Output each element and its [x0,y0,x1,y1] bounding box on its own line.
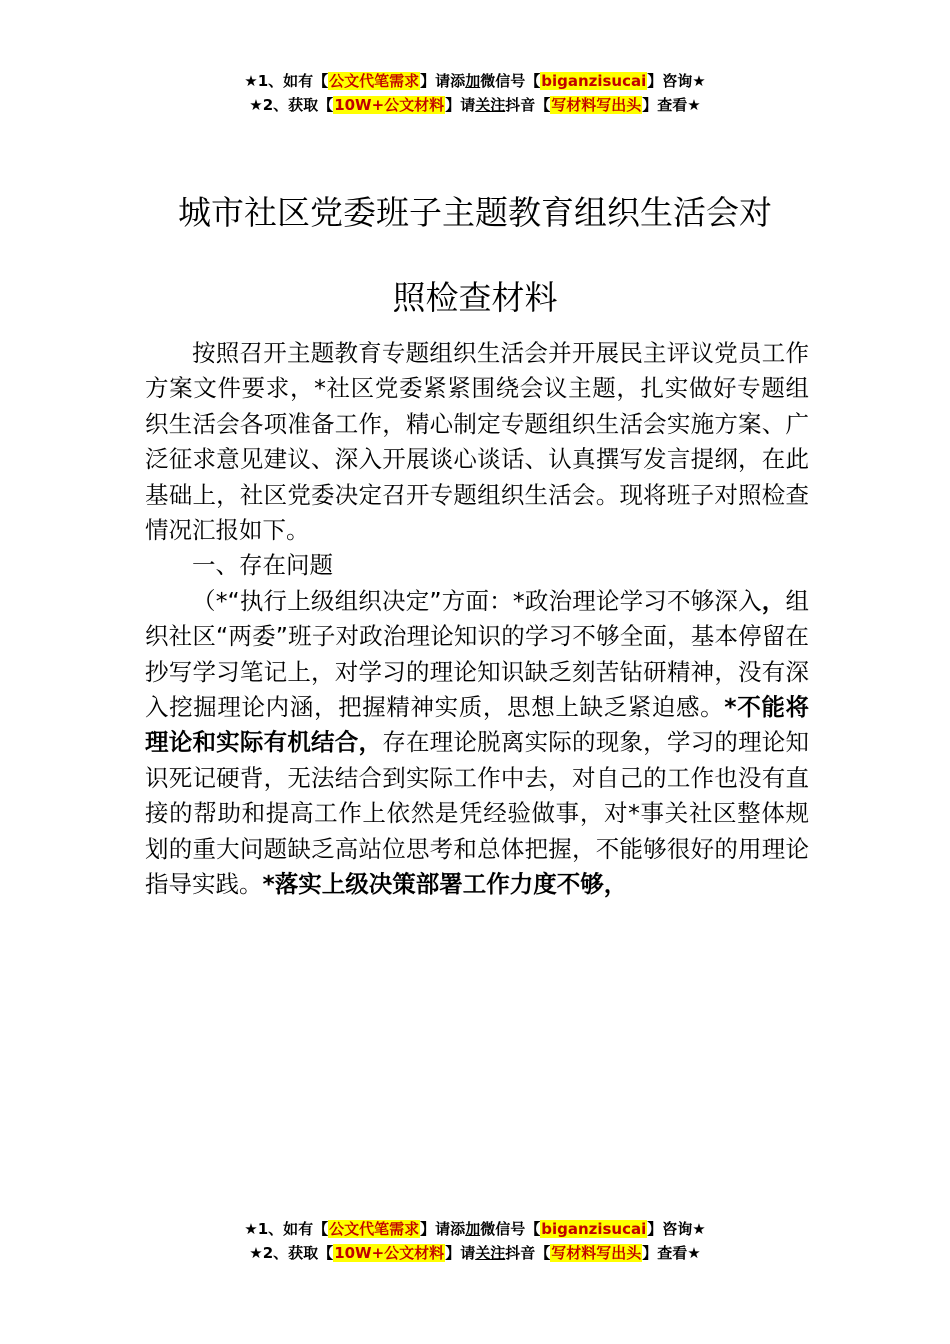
promo-line-2 [0,1241,950,1265]
issue-paragraph [145,584,809,903]
promo-text: 】请 [445,1244,476,1262]
title-line-2: 照检查材料 [392,278,558,317]
promo-highlight: 公文代笔需求 [329,1220,420,1238]
promo-underline: 加 [465,72,481,90]
header-promo [0,69,950,117]
section-heading: 一、存在问题 [192,551,333,580]
promo-text: 】查看★ [642,1244,701,1262]
issue-bold-heading: *落实上级决策部署工作力度不够， [262,870,628,899]
title-line-1: 城市社区党委班子主题教育组织生活会对 [178,193,772,232]
promo-text: 】请添 [420,1220,466,1238]
promo-line-1 [0,69,950,93]
promo-text: ★2、获取【 [249,96,334,114]
promo-line-2 [0,93,950,117]
document-body [145,336,809,903]
promo-highlight: 10W+公文材料 [334,1244,445,1262]
promo-douyin-id: 写材料写出头 [551,96,642,114]
promo-text: 】咨询★ [647,72,706,90]
promo-underline: 关注 [475,96,506,114]
promo-douyin-id: 写材料写出头 [551,1244,642,1262]
promo-underline: 关注 [475,1244,506,1262]
issue-text: 存在理论脱离实际的现象，学习的理论知识死记硬背，无法结合到实际工作中去，对自己的工作也没有直接的帮助和提高工作上依然是凭经验做事，对*事关社区整体规划的重大问题缺乏高站位思考和总体把握，不能够很好的用理论指导实践。 [145,728,810,899]
promo-highlight: 10W+公文材料 [334,96,445,114]
promo-text: ★1、如有【 [244,1220,329,1238]
intro-paragraph: 按照召开主题教育专题组织生活会并开展民主评议党员工作方案文件要求，*社区党委紧紧围绕会议主题，扎实做好专题组织生活会各项准备工作，精心制定专题组织生活会实施方案、广泛征求意见建议、深入开展谈心谈话、认真撰写发言提纲，在此基础上，社区党委决定召开专题组织生活会。现将班子对照检查情况汇报如下。 [145,339,809,545]
footer-promo [0,1217,950,1265]
promo-text: 抖音【 [505,96,551,114]
issue-text: （*“执行上级组织决定”方面：*政治理论学习不够深入 [192,586,762,615]
promo-text: 】请 [445,96,476,114]
promo-underline: 加 [465,1220,481,1238]
issue-bold: ， [761,586,786,615]
promo-text: 】请添 [420,72,466,90]
promo-text: 】查看★ [642,96,701,114]
promo-wechat-id: biganzisucai [541,1220,647,1238]
promo-wechat-id: biganzisucai [541,72,647,90]
promo-text: ★2、获取【 [249,1244,334,1262]
promo-text: 微信号【 [480,1220,541,1238]
promo-text: 抖音【 [505,1244,551,1262]
promo-text: ★1、如有【 [244,72,329,90]
issue-bold-heading: *不能将理论和实际有机结合， [145,693,809,757]
promo-highlight: 公文代笔需求 [329,72,420,90]
document-title [120,170,830,340]
promo-line-1 [0,1217,950,1241]
promo-text: 】咨询★ [647,1220,706,1238]
promo-text: 微信号【 [480,72,541,90]
issue-text: 组织社区“两委”班子对政治理论知识的学习不够全面，基本停留在抄写学习笔记上，对学习的理论知识缺乏刻苦钻研精神，没有深入挖掘理论内涵，把握精神实质，思想上缺乏紧迫感。 [145,586,809,722]
